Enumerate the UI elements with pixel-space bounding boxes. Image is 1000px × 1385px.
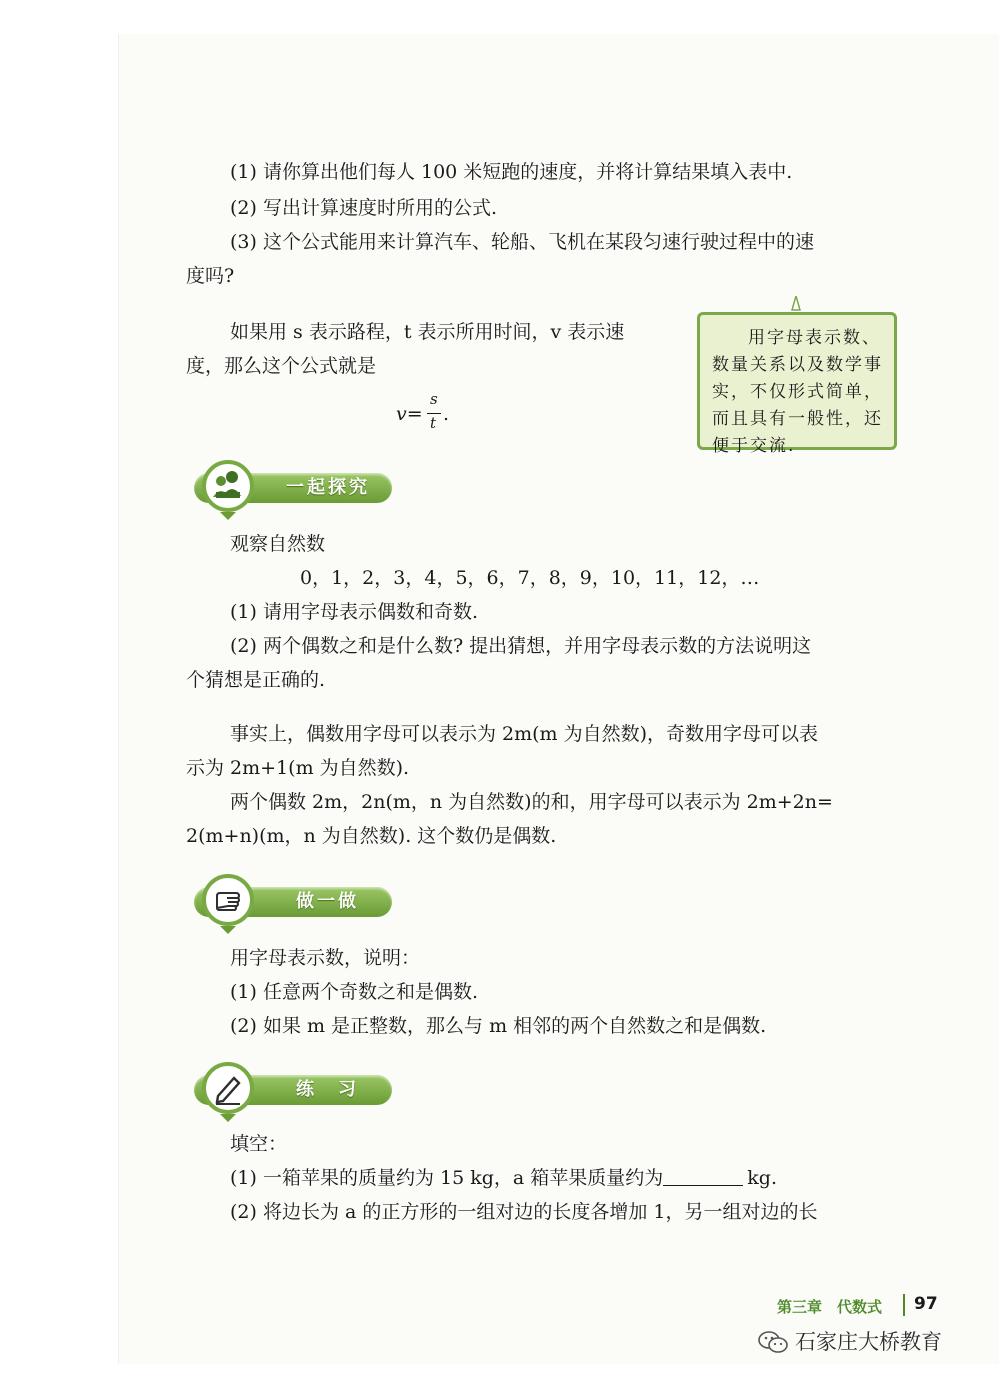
practice-part-1 [230, 1164, 777, 1192]
question-1: (1) 请你算出他们每人 100 米短跑的速度，并将计算结果填入表中. [230, 161, 793, 183]
practice-part-2: (2) 将边长为 a 的正方形的一组对边的长度各增加 1，另一组对边的长 [230, 1201, 818, 1223]
hand-icon [202, 874, 254, 926]
sum-line1: 两个偶数 2m，2n(m，n 为自然数)的和，用字母可以表示为 2m+2n= [230, 791, 833, 813]
tip-line5: 便于交流. [712, 436, 796, 456]
doit-banner [184, 874, 392, 926]
watermark-text: 石家庄大桥教育 [795, 1330, 942, 1354]
banner-pointer [220, 512, 236, 520]
sum-line2: 2(m+n)(m，n 为自然数). 这个数仍是偶数. [186, 825, 557, 847]
natural-number-sequence: 0，1，2，3，4，5，6，7，8，9，10，11，12，… [300, 567, 760, 589]
question-3-line1: (3) 这个公式能用来计算汽车、轮船、飞机在某段匀速行驶过程中的速 [230, 231, 814, 253]
pencil-icon [202, 1062, 254, 1114]
practice-part-1-unit: kg. [747, 1167, 777, 1189]
banner-pointer [220, 1114, 236, 1122]
wechat-icon [757, 1329, 789, 1355]
doit-intro: 用字母表示数，说明： [230, 947, 421, 969]
footer-divider [903, 1294, 905, 1316]
formula-intro-line1: 如果用 s 表示路程，t 表示所用时间，v 表示速 [230, 321, 625, 343]
fact-line2: 示为 2m+1(m 为自然数). [186, 757, 410, 779]
formula-lhs: v= [396, 403, 423, 425]
practice-banner-label: 练 习 [296, 1079, 359, 1100]
doit-part-2: (2) 如果 m 是正整数，那么与 m 相邻的两个自然数之和是偶数. [230, 1015, 767, 1037]
fact-line1: 事实上，偶数用字母可以表示为 2m(m 为自然数)，奇数用字母可以表 [230, 723, 819, 745]
tip-line3: 实，不仅形式简单， [712, 382, 883, 402]
doit-part-1: (1) 任意两个奇数之和是偶数. [230, 981, 478, 1003]
tip-line4: 而且具有一般性，还 [712, 409, 883, 429]
tip-line1: 用字母表示数、 [748, 328, 881, 348]
formula-numerator: s [430, 390, 438, 408]
question-3-line2: 度吗? [186, 265, 235, 287]
practice-banner [184, 1062, 392, 1114]
formula-intro-line2: 度，那么这个公式就是 [186, 355, 377, 377]
explore-banner [184, 460, 392, 512]
practice-intro: 填空： [230, 1133, 288, 1155]
question-2: (2) 写出计算速度时所用的公式. [230, 197, 497, 219]
explore-part-2-line2: 个猜想是正确的. [186, 669, 326, 691]
tip-box [697, 312, 897, 456]
explore-intro: 观察自然数 [230, 533, 326, 555]
tip-line2: 数量关系以及数学事 [712, 355, 883, 375]
practice-part-1-text: (1) 一箱苹果的质量约为 15 kg，a 箱苹果质量约为 [230, 1167, 664, 1189]
formula-end: . [443, 403, 450, 425]
doit-banner-label: 做一做 [296, 891, 359, 912]
answer-blank[interactable] [663, 1165, 743, 1186]
group-study-icon [202, 460, 254, 512]
banner-pointer [220, 926, 236, 934]
explore-banner-label: 一起探究 [286, 477, 370, 498]
chapter-title: 第三章 代数式 [777, 1298, 883, 1316]
explore-part-1: (1) 请用字母表示偶数和奇数. [230, 601, 478, 623]
formula-denominator: t [430, 414, 437, 432]
page-number: 97 [914, 1294, 938, 1314]
explore-part-2-line1: (2) 两个偶数之和是什么数? 提出猜想，并用字母表示数的方法说明这 [230, 635, 812, 657]
